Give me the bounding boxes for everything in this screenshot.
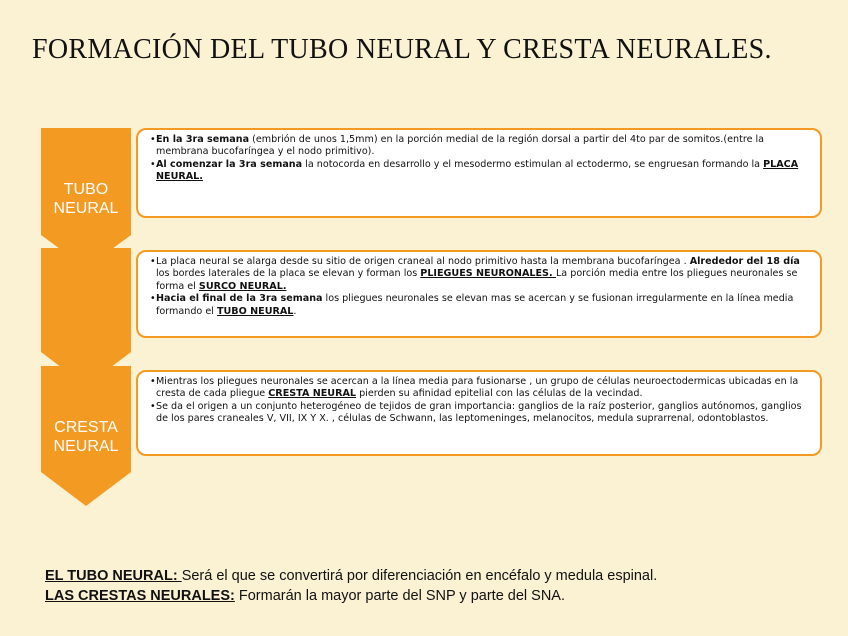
emphasis-text: En la 3ra semana [156,134,250,145]
summary-term: EL TUBO NEURAL: [45,568,182,584]
stage-label-line1: CRESTA [54,419,118,436]
stage-label-tubo-neural [41,180,131,218]
bullet-item [148,376,814,401]
summary-term: LAS CRESTAS NEURALES: [45,588,235,604]
summary-line-tubo-neural [45,566,835,586]
emphasis-text: Alrededor del 18 día [689,256,800,267]
stage-label-cresta-neural [41,418,131,456]
bullet-item [148,293,814,318]
bullet-item [148,159,814,184]
body-text: los pliegues neuronales se elevan mas se acercan y se fusionan irregularmente en la línea media formando el [156,293,794,317]
info-box-tubo-neural [136,128,822,218]
body-text: Se da el origen a un conjunto heterogéneo de tejidos de gran importancia: ganglios de la raíz posterior, ganglios autónomos, ganglios de los pares craneales V, VII, IX Y X. , células de Schwann, las leptomeninges, melanocitos, medula suprarrenal, odontoblastos. [156,400,802,425]
summary-text: Formarán la mayor parte del SNP y parte del SNA. [234,588,566,604]
body-text: . [293,305,297,317]
body-text: (embrión de unos 1,5mm) en la porción medial de la región dorsal a partir del 4to par de somitos.(entre la membrana bucofaríngea y el nodo primitivo). [156,134,765,158]
body-text: Mientras los pliegues neuronales se acercan a la línea media para fusionarse , un grupo de células neuroectodermicas ubicadas en la cresta de cada pliegue [156,376,799,400]
key-term: SURCO NEURAL. [198,280,287,292]
key-term: CRESTA NEURAL [268,388,357,400]
body-text: los bordes laterales de la placa se elevan y forman los [156,268,421,280]
info-box-cresta-neural [136,370,822,456]
bullet-item [148,134,814,159]
slide-title: FORMACIÓN DEL TUBO NEURAL Y CRESTA NEURALES. [32,34,772,65]
info-box-pliegues [136,250,822,338]
stage-label-line2: NEURAL [53,438,119,455]
bullet-item [148,256,814,293]
body-text: La porción media entre los pliegues neuronales se forma el [156,268,798,292]
stage-label-line2: NEURAL [53,200,119,217]
emphasis-text: Al comenzar la 3ra semana [156,158,303,170]
body-text: la notocorda en desarrollo y el mesodermo estimulan al ectodermo, se engruesan formando la [302,158,764,170]
bullet-item [148,401,814,426]
emphasis-text: Hacia el final de la 3ra semana [156,293,323,305]
key-term: PLIEGUES NEURONALES. [420,268,556,280]
summary [45,566,835,606]
stage-label-line1: TUBO [63,181,109,198]
summary-line-crestas-neurales [45,586,835,606]
summary-text: Será el que se convertirá por diferenciación en encéfalo y medula espinal. [181,568,658,584]
chevron-pliegues [41,248,131,386]
body-text: pierden su afinidad epitelial con las células de la vecindad. [356,388,643,400]
body-text: La placa neural se alarga desde su sitio de origen craneal al nodo primitivo hasta la membrana bucofaríngea . [156,256,690,267]
key-term: TUBO NEURAL [216,305,294,317]
key-term: PLACA NEURAL. [156,158,799,183]
